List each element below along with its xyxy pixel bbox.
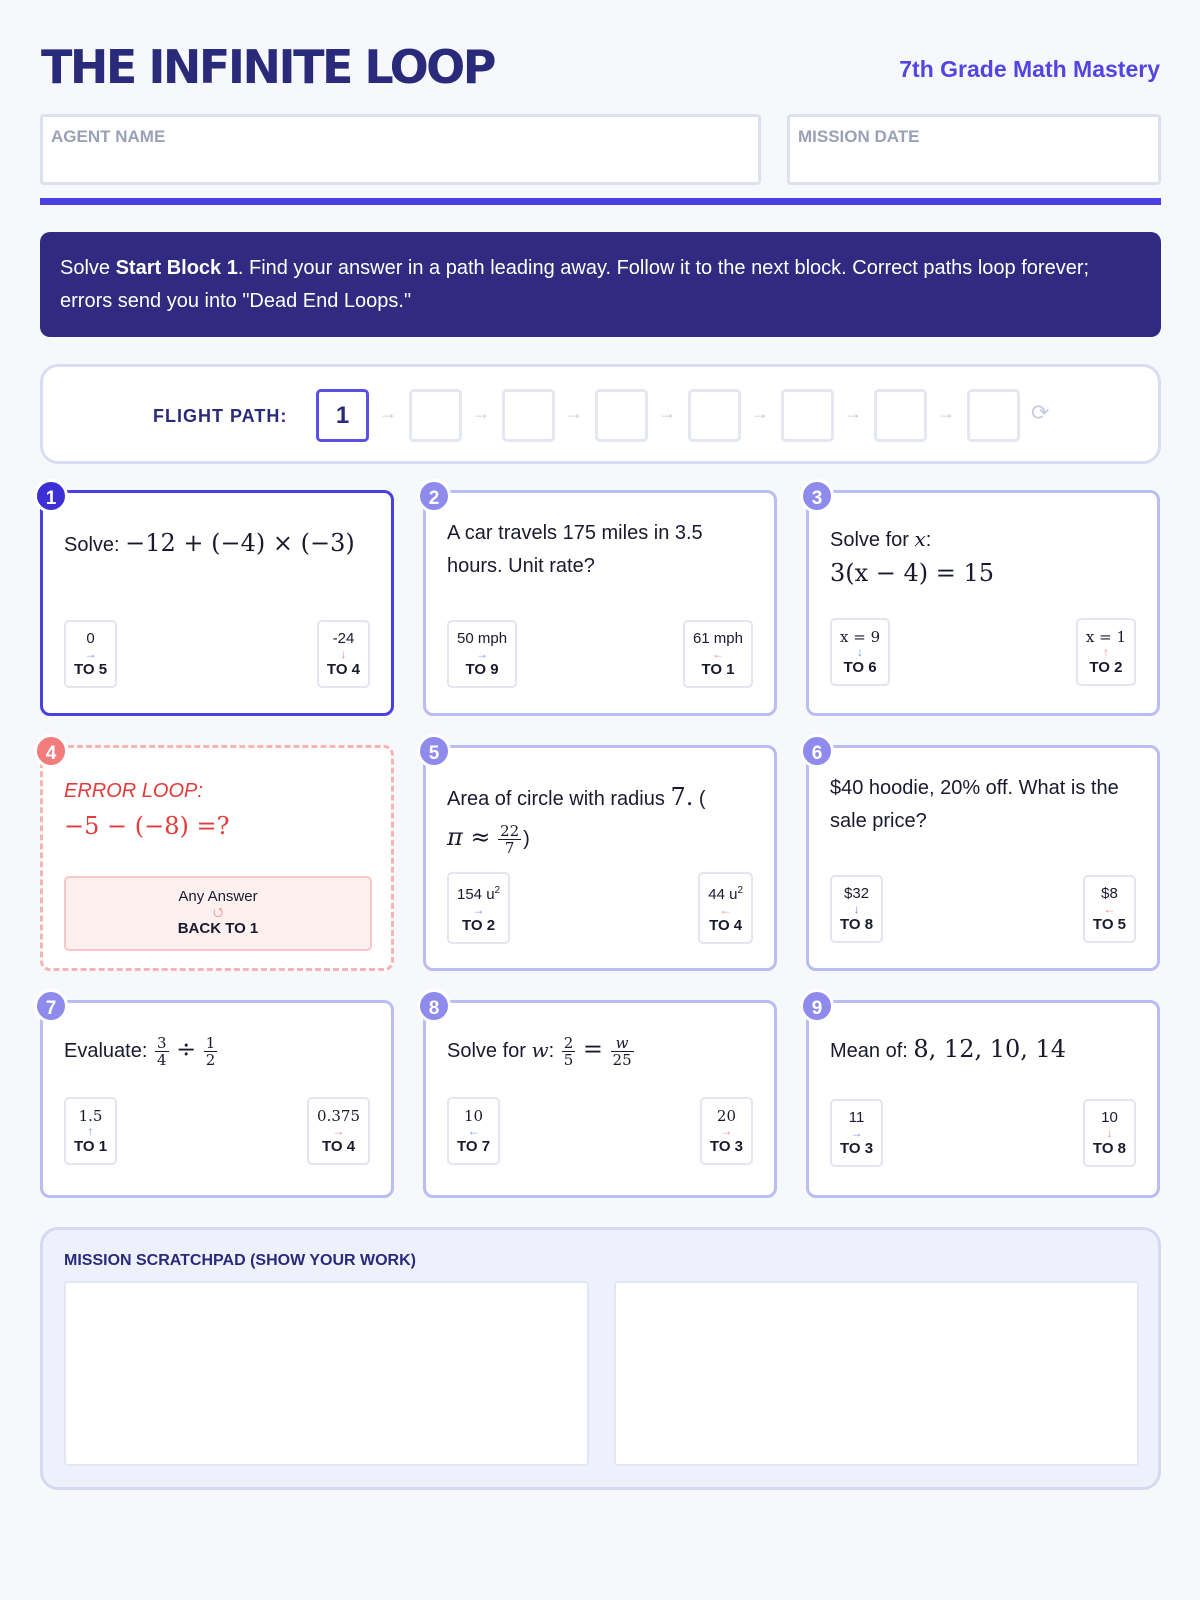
option-value: x = 9 bbox=[840, 628, 881, 646]
instructions-post: . Find your answer in a path leading away. Follow it to the next block. Correct paths loop forever; errors send you into "Dead End Loops." bbox=[60, 257, 1090, 312]
path-option[interactable] bbox=[700, 1097, 753, 1165]
fraction bbox=[155, 1035, 169, 1068]
block-prompt bbox=[447, 1033, 758, 1068]
arrow-right-icon: → bbox=[850, 1126, 863, 1140]
mission-scratchpad bbox=[40, 1227, 1161, 1490]
fraction-denominator: 5 bbox=[563, 1051, 574, 1070]
prompt-paren-close: ) bbox=[523, 828, 530, 850]
option-destination: TO 2 bbox=[462, 917, 496, 934]
scratchpad-label: MISSION SCRATCHPAD (SHOW YOUR WORK) bbox=[64, 1252, 416, 1269]
instructions-pre: Solve bbox=[60, 257, 116, 279]
arrow-right-icon: → bbox=[937, 403, 955, 423]
prompt-math: −12 + (−4) × (−3) bbox=[125, 529, 355, 557]
block-prompt bbox=[64, 527, 375, 562]
block-prompt: A car travels 175 miles in 3.5 hours. Unit rate? bbox=[447, 522, 703, 577]
prompt-text: Solve for bbox=[830, 529, 909, 551]
flight-path-panel bbox=[40, 364, 1161, 464]
block-8 bbox=[423, 1000, 777, 1198]
option-destination: TO 7 bbox=[457, 1138, 491, 1155]
option-value-text: 154 u bbox=[457, 886, 495, 903]
prompt-math: 8, 12, 10, 14 bbox=[913, 1035, 1067, 1063]
path-option[interactable] bbox=[447, 1097, 500, 1165]
option-destination: TO 8 bbox=[840, 916, 874, 933]
option-value: $32 bbox=[844, 885, 870, 902]
prompt-text: Mean of: bbox=[830, 1040, 908, 1062]
arrow-left-icon: ← bbox=[467, 1124, 480, 1138]
mission-date-label: MISSION DATE bbox=[798, 127, 920, 146]
instructions-bold: Start Block 1 bbox=[115, 257, 238, 279]
arrow-down-icon: ↓ bbox=[853, 902, 860, 916]
option-destination: TO 5 bbox=[1092, 916, 1126, 933]
arrow-right-icon: → bbox=[844, 403, 862, 423]
option-value bbox=[708, 882, 743, 904]
option-value: 11 bbox=[848, 1109, 865, 1126]
block-5 bbox=[423, 745, 777, 971]
option-value: 10 bbox=[1101, 1109, 1118, 1126]
option-value: 1.5 bbox=[78, 1107, 103, 1125]
arrow-left-icon: ← bbox=[719, 903, 732, 917]
flight-box-8[interactable] bbox=[967, 389, 1020, 442]
flight-box-6[interactable] bbox=[781, 389, 834, 442]
prompt-text: Area of circle with radius bbox=[447, 788, 665, 810]
prompt-text: Evaluate: bbox=[64, 1040, 148, 1062]
block-number-badge: 7 bbox=[34, 989, 68, 1023]
flight-box-7[interactable] bbox=[874, 389, 927, 442]
option-value: 61 mph bbox=[692, 630, 743, 647]
option-destination: TO 3 bbox=[709, 1138, 743, 1155]
option-destination: TO 4 bbox=[709, 917, 743, 934]
arrow-right-icon: → bbox=[658, 403, 676, 423]
path-option[interactable] bbox=[830, 618, 890, 686]
block-prompt bbox=[830, 1033, 1141, 1068]
path-option[interactable] bbox=[447, 872, 510, 944]
prompt-colon: : bbox=[548, 1040, 555, 1062]
flight-box-3[interactable] bbox=[502, 389, 555, 442]
option-exponent: 2 bbox=[737, 885, 743, 896]
option-exponent: 2 bbox=[494, 885, 501, 896]
prompt-pi: π ≈ bbox=[447, 823, 491, 851]
block-6 bbox=[806, 745, 1160, 971]
prompt-math: 3(x − 4) = 15 bbox=[830, 559, 995, 587]
instructions-banner bbox=[40, 232, 1161, 337]
option-destination: TO 8 bbox=[1092, 1140, 1126, 1157]
arrow-right-icon: → bbox=[379, 403, 397, 423]
flight-box-2[interactable] bbox=[409, 389, 462, 442]
path-option[interactable] bbox=[447, 620, 517, 688]
operator-symbol: = bbox=[582, 1035, 603, 1063]
arrow-down-icon: ↓ bbox=[340, 647, 347, 661]
header-divider bbox=[40, 198, 1161, 205]
fraction-denominator: 2 bbox=[205, 1051, 216, 1070]
option-destination: TO 1 bbox=[74, 1138, 108, 1155]
error-loop-math: −5 − (−8) =? bbox=[64, 812, 230, 840]
block-7 bbox=[40, 1000, 394, 1198]
block-number-badge: 8 bbox=[417, 989, 451, 1023]
arrow-right-icon: → bbox=[332, 1124, 345, 1138]
arrow-down-icon: ↓ bbox=[857, 645, 864, 659]
option-destination: BACK TO 1 bbox=[177, 920, 259, 937]
fraction-denominator: 7 bbox=[504, 839, 515, 858]
option-destination: TO 4 bbox=[321, 1138, 356, 1155]
fraction-numerator: 2 bbox=[563, 1034, 574, 1053]
fraction-numerator: 22 bbox=[500, 822, 520, 841]
prompt-variable: w bbox=[531, 1038, 549, 1062]
arrow-right-icon: → bbox=[84, 647, 97, 661]
block-number-badge: 1 bbox=[34, 479, 68, 513]
block-number-badge: 9 bbox=[800, 989, 834, 1023]
error-loop-title: ERROR LOOP: bbox=[64, 780, 203, 802]
block-prompt bbox=[830, 523, 1141, 592]
option-destination: TO 6 bbox=[843, 659, 877, 676]
arrow-right-icon: → bbox=[751, 403, 769, 423]
arrow-up-icon: ↑ bbox=[87, 1124, 94, 1138]
prompt-paren-open: ( bbox=[698, 788, 706, 810]
path-option[interactable] bbox=[830, 875, 883, 943]
block-4-error-loop bbox=[40, 745, 394, 971]
block-prompt bbox=[64, 1033, 375, 1068]
mission-date-field[interactable] bbox=[787, 114, 1161, 185]
block-number-badge: 3 bbox=[800, 479, 834, 513]
block-number-badge: 5 bbox=[417, 734, 451, 768]
option-value: Any Answer bbox=[178, 888, 258, 905]
arrow-left-icon: ← bbox=[1103, 902, 1116, 916]
path-option[interactable] bbox=[830, 1099, 883, 1167]
option-value: 20 bbox=[716, 1107, 736, 1125]
option-value: -24 bbox=[332, 630, 355, 647]
arrow-down-icon: ↓ bbox=[1106, 1126, 1113, 1140]
flight-box-1[interactable]: 1 bbox=[316, 389, 369, 442]
path-option[interactable] bbox=[1083, 875, 1136, 943]
option-destination: TO 2 bbox=[1089, 659, 1123, 676]
prompt-math: 7. bbox=[670, 783, 694, 811]
block-1 bbox=[40, 490, 394, 716]
block-prompt: $40 hoodie, 20% off. What is the sale price? bbox=[830, 777, 1119, 832]
block-number-badge: 6 bbox=[800, 734, 834, 768]
arrow-up-icon: ↑ bbox=[1102, 645, 1109, 659]
arrow-right-icon: → bbox=[720, 1124, 733, 1138]
prompt-text: Solve for bbox=[447, 1040, 526, 1062]
option-destination: TO 5 bbox=[74, 661, 108, 678]
block-prompt bbox=[447, 778, 758, 858]
agent-name-field[interactable] bbox=[40, 114, 761, 185]
prompt-variable: x bbox=[914, 527, 926, 551]
block-2 bbox=[423, 490, 777, 716]
page-title: THE INFINITE LOOP bbox=[41, 40, 494, 94]
option-value: 50 mph bbox=[457, 630, 508, 647]
path-option[interactable] bbox=[64, 620, 117, 688]
path-option[interactable] bbox=[317, 620, 370, 688]
fraction bbox=[562, 1035, 576, 1068]
path-option[interactable] bbox=[698, 872, 753, 944]
block-3 bbox=[806, 490, 1160, 716]
flight-path-label: FLIGHT PATH: bbox=[153, 406, 288, 426]
prompt-colon: : bbox=[925, 529, 932, 551]
arrow-right-icon: → bbox=[476, 647, 489, 661]
path-option[interactable] bbox=[1083, 1099, 1136, 1167]
agent-name-label: AGENT NAME bbox=[51, 127, 166, 146]
block-number-badge: 2 bbox=[417, 479, 451, 513]
option-value-text: 44 u bbox=[708, 886, 738, 903]
block-number-badge: 4 bbox=[34, 734, 68, 768]
arrow-right-icon: → bbox=[472, 403, 490, 423]
option-value: x = 1 bbox=[1085, 628, 1126, 646]
block-9 bbox=[806, 1000, 1160, 1198]
fraction bbox=[611, 1035, 634, 1068]
loop-back-icon: ⭯ bbox=[212, 905, 224, 919]
operator-symbol: ÷ bbox=[176, 1035, 197, 1063]
option-value: 0 bbox=[86, 630, 95, 647]
fraction-denominator: 4 bbox=[156, 1051, 167, 1070]
path-option[interactable] bbox=[64, 1097, 117, 1165]
option-destination: TO 1 bbox=[701, 661, 735, 678]
arrow-right-icon: → bbox=[472, 903, 485, 917]
option-destination: TO 3 bbox=[840, 1140, 874, 1157]
fraction-numerator: w bbox=[611, 1035, 634, 1052]
fraction-denominator: 25 bbox=[612, 1051, 632, 1070]
path-option[interactable] bbox=[1076, 618, 1136, 686]
arrow-right-icon: → bbox=[565, 403, 583, 423]
flight-box-5[interactable] bbox=[688, 389, 741, 442]
prompt-text: Solve: bbox=[64, 534, 120, 556]
flight-box-4[interactable] bbox=[595, 389, 648, 442]
option-value bbox=[457, 882, 500, 904]
option-value: $8 bbox=[1101, 885, 1118, 902]
fraction bbox=[498, 823, 521, 856]
path-option[interactable] bbox=[307, 1097, 370, 1165]
scratchpad-area-right[interactable] bbox=[614, 1281, 1139, 1466]
option-value: 0.375 bbox=[317, 1107, 360, 1125]
path-option[interactable] bbox=[683, 620, 753, 688]
scratchpad-area-left[interactable] bbox=[64, 1281, 589, 1466]
refresh-icon: ⟳ bbox=[1031, 400, 1050, 425]
path-option-back[interactable] bbox=[64, 876, 372, 951]
arrow-left-icon: ← bbox=[711, 647, 724, 661]
fraction-numerator: 3 bbox=[156, 1034, 167, 1053]
fraction-numerator: 1 bbox=[205, 1034, 216, 1053]
option-destination: TO 4 bbox=[326, 661, 360, 678]
option-destination: TO 9 bbox=[465, 661, 499, 678]
page-subtitle: 7th Grade Math Mastery bbox=[899, 56, 1160, 82]
fraction bbox=[204, 1035, 218, 1068]
option-value: 10 bbox=[463, 1107, 484, 1125]
